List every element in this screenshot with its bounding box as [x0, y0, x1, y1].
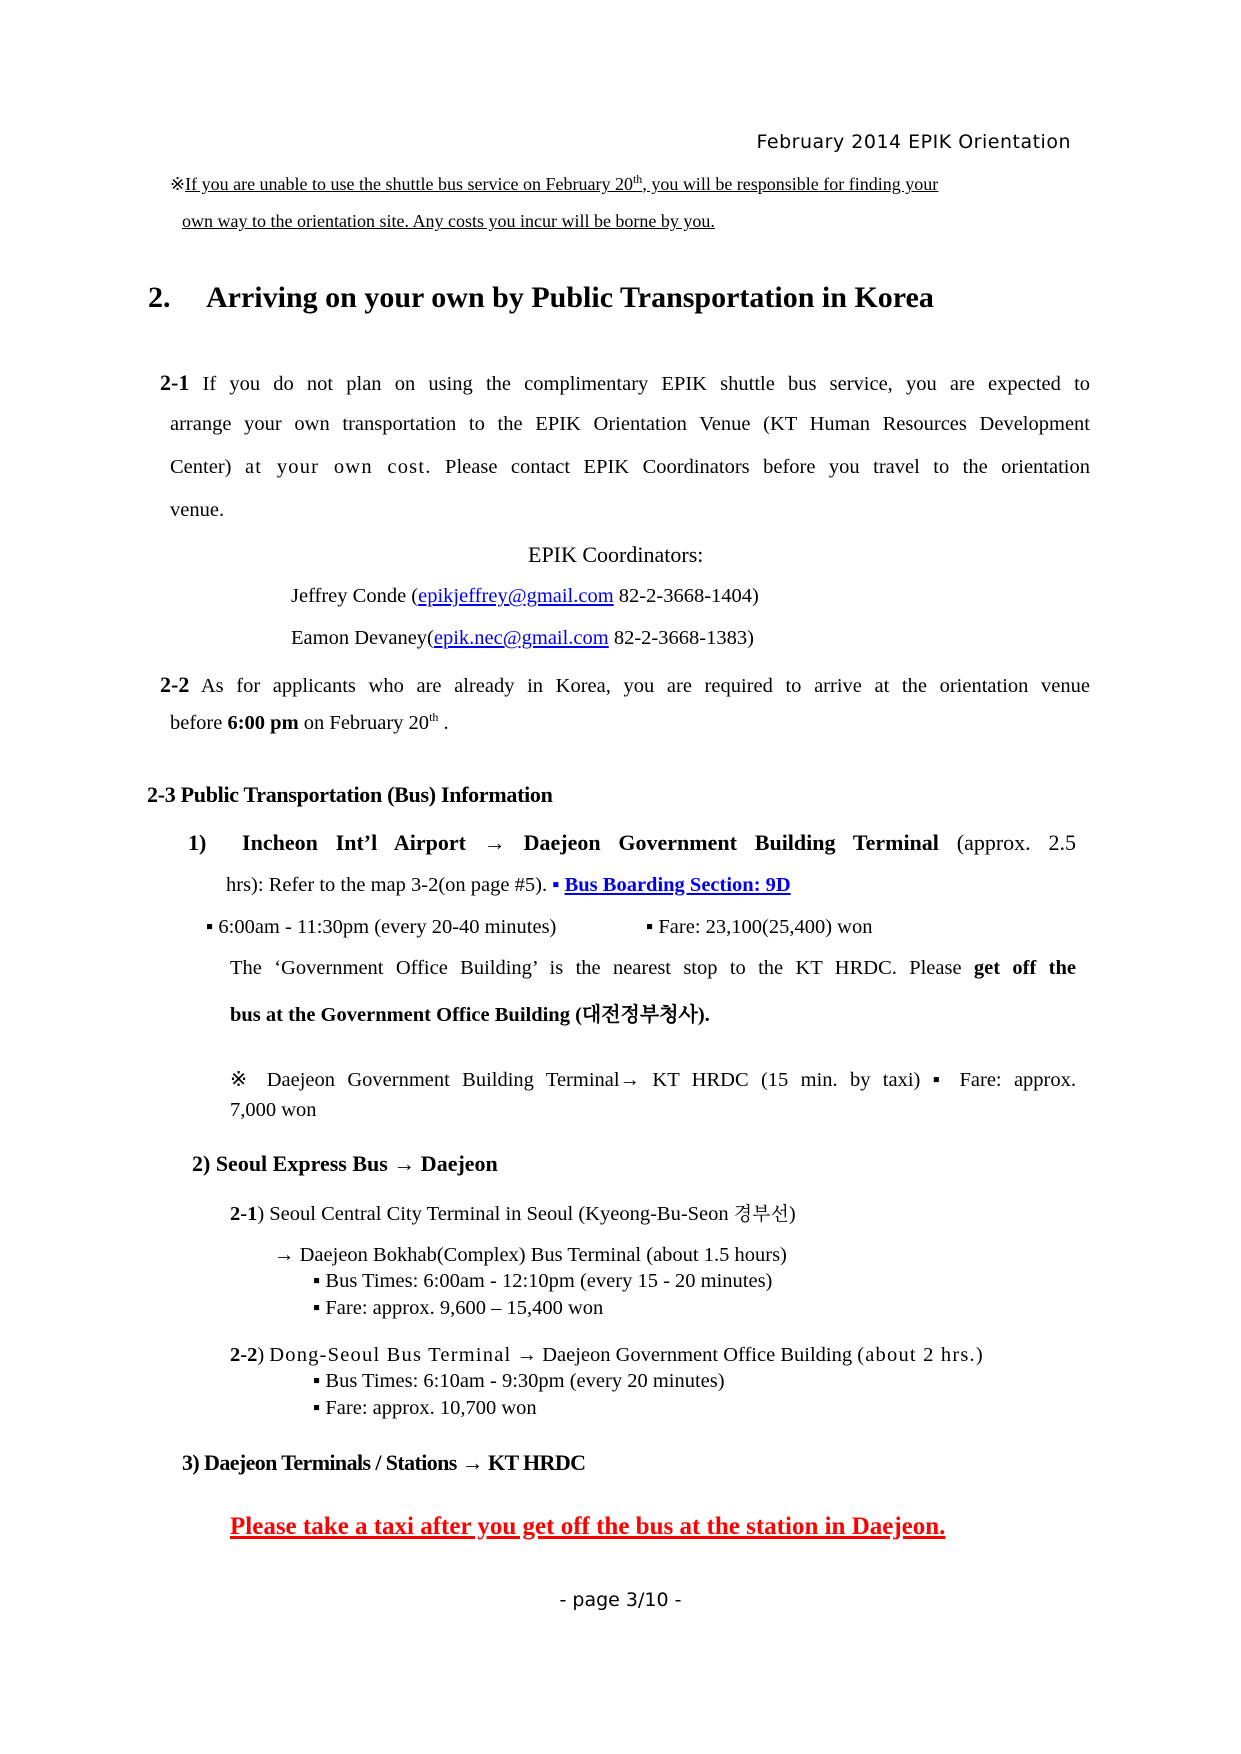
- reference-mark-icon: ※: [170, 174, 186, 194]
- paragraph-text: arrange your own transportation to the EPIK Orientation Venue (KT Human Resources Development: [170, 413, 1090, 435]
- note-text: The ‘Government Office Building’ is the nearest stop to the KT HRDC. Please: [230, 957, 974, 979]
- item-label: 2-1: [160, 370, 190, 395]
- route-1-note-line-1: [230, 957, 1076, 980]
- coordinator-phone: 82-2-3668-1383): [608, 627, 754, 649]
- route-1-taxi-note-line-1: [230, 1067, 1076, 1092]
- section-heading: [148, 281, 934, 315]
- route-origin: Dong-Seoul Bus Terminal: [269, 1344, 512, 1366]
- route-text: ) Seoul Central City Terminal in Seoul (Kyeong-Bu-Seon: [257, 1203, 734, 1225]
- paragraph-text: Please contact EPIK Coordinators before you travel to the orientation: [431, 456, 1090, 478]
- paragraph-text: If you do not plan on using the complimentary EPIK shuttle bus service, you are expected to: [202, 373, 1091, 395]
- coordinator-row: [291, 627, 754, 650]
- reference-mark-icon: ※: [230, 1069, 255, 1091]
- route-2-1-times: ▪ Bus Times: 6:00am - 12:10pm (every 15 - 20 minutes): [313, 1270, 773, 1292]
- item-label: 2-2: [160, 672, 190, 697]
- page-header: February 2014 EPIK Orientation: [756, 131, 1071, 153]
- paragraph-2-1-line-3: [170, 456, 1090, 479]
- route-destination: → Daejeon Government Office Building: [511, 1344, 858, 1366]
- route-2-2-fare: ▪ Fare: approx. 10,700 won: [313, 1397, 537, 1419]
- route-1-note-line-2: [230, 998, 710, 1027]
- route-1-times: ▪ 6:00am - 11:30pm (every 20-40 minutes): [206, 916, 557, 938]
- route-number: 1): [188, 830, 207, 855]
- coordinator-phone: 82-2-3668-1404): [613, 585, 759, 607]
- route-2-title: 2) Seoul Express Bus → Daejeon: [192, 1151, 498, 1176]
- paragraph-text: As for applicants who are already in Korea, you are required to arrive at the orientation venue: [200, 675, 1090, 697]
- paragraph-text: at your own cost.: [244, 456, 432, 478]
- paragraph-text: on February 20: [298, 712, 430, 734]
- korean-line-name: 경부선: [733, 1203, 789, 1225]
- route-duration: (approx. 2.5: [938, 830, 1076, 855]
- coordinator-name: Eamon Devaney(: [291, 627, 434, 649]
- coordinator-email-link[interactable]: epik.nec@gmail.com: [433, 627, 609, 649]
- arrival-time: 6:00 pm: [227, 712, 299, 734]
- notice-line-1: [170, 174, 938, 195]
- coordinator-name: Jeffrey Conde (: [291, 585, 419, 607]
- route-text: ): [257, 1344, 270, 1366]
- taxi-note: Daejeon Government Building Terminal→ KT HRDC (15 min. by taxi) ▪ Fare: approx.: [254, 1069, 1076, 1091]
- coordinator-row: [291, 585, 759, 608]
- route-1-taxi-note-line-2: 7,000 won: [230, 1099, 317, 1121]
- route-3-title: 3) Daejeon Terminals / Stations → KT HRDC: [182, 1450, 586, 1475]
- taxi-callout: Please take a taxi after you get off the bus at the station in Daejeon.: [230, 1513, 946, 1540]
- paragraph-2-1-line-4: venue.: [170, 499, 225, 521]
- route-2-2-times: ▪ Bus Times: 6:10am - 9:30pm (every 20 minutes): [313, 1370, 725, 1392]
- note-emphasis: bus at the Government Office Building (: [230, 1004, 582, 1026]
- paragraph-2-2-line-1: [160, 672, 1090, 698]
- paragraph-2-2-line-2: [170, 712, 449, 735]
- paragraph-2-1-line-1: [160, 370, 1090, 396]
- paragraph-2-1-line-2: [170, 413, 1090, 436]
- route-duration: (about 2 hrs.): [857, 1344, 984, 1366]
- paragraph-text: Center): [170, 456, 245, 478]
- item-label: 2-2: [230, 1344, 258, 1366]
- route-1-title: [188, 830, 1076, 856]
- bus-boarding-link[interactable]: Bus Boarding Section: 9D: [564, 874, 791, 896]
- korean-stop-name: 대전정부청사: [581, 1002, 698, 1026]
- route-1-fare: ▪ Fare: 23,100(25,400) won: [646, 916, 873, 938]
- route-1-map-ref: [226, 874, 791, 897]
- route-2-1-fare: ▪ Fare: approx. 9,600 – 15,400 won: [313, 1297, 604, 1319]
- note-emphasis: ).: [697, 1004, 710, 1026]
- route-2-1-destination: → Daejeon Bokhab(Complex) Bus Terminal (about 1.5 hours): [274, 1244, 787, 1266]
- notice-line-2: own way to the orientation site. Any costs you incur will be borne by you.: [182, 211, 715, 231]
- superscript: th: [429, 710, 439, 724]
- coordinator-email-link[interactable]: epikjeffrey@gmail.com: [418, 585, 614, 607]
- notice-text: , you will be responsible for finding your: [642, 174, 939, 194]
- page-number: - page 3/10 -: [559, 1589, 682, 1611]
- map-reference: hrs): Refer to the map 3-2(on page #5).: [226, 874, 553, 896]
- bullet-icon: ▪: [552, 874, 565, 896]
- route-2-1-origin: [230, 1199, 796, 1226]
- section-title: Arriving on your own by Public Transportation in Korea: [206, 281, 934, 314]
- coordinators-title: EPIK Coordinators:: [528, 542, 704, 567]
- subsection-heading: 2-3 Public Transportation (Bus) Information: [147, 782, 553, 807]
- route-title: Incheon Int’l Airport → Daejeon Government Building Terminal: [242, 830, 939, 855]
- note-emphasis: get off the: [973, 957, 1076, 979]
- route-2-2-origin: [230, 1344, 984, 1367]
- superscript: th: [632, 172, 643, 186]
- paragraph-text: .: [438, 712, 449, 734]
- section-number: 2.: [148, 281, 171, 314]
- paragraph-text: before: [170, 712, 228, 734]
- item-label: 2-1: [230, 1203, 258, 1225]
- notice-text: If you are unable to use the shuttle bus service on February 20: [185, 174, 633, 194]
- route-text: ): [788, 1203, 796, 1225]
